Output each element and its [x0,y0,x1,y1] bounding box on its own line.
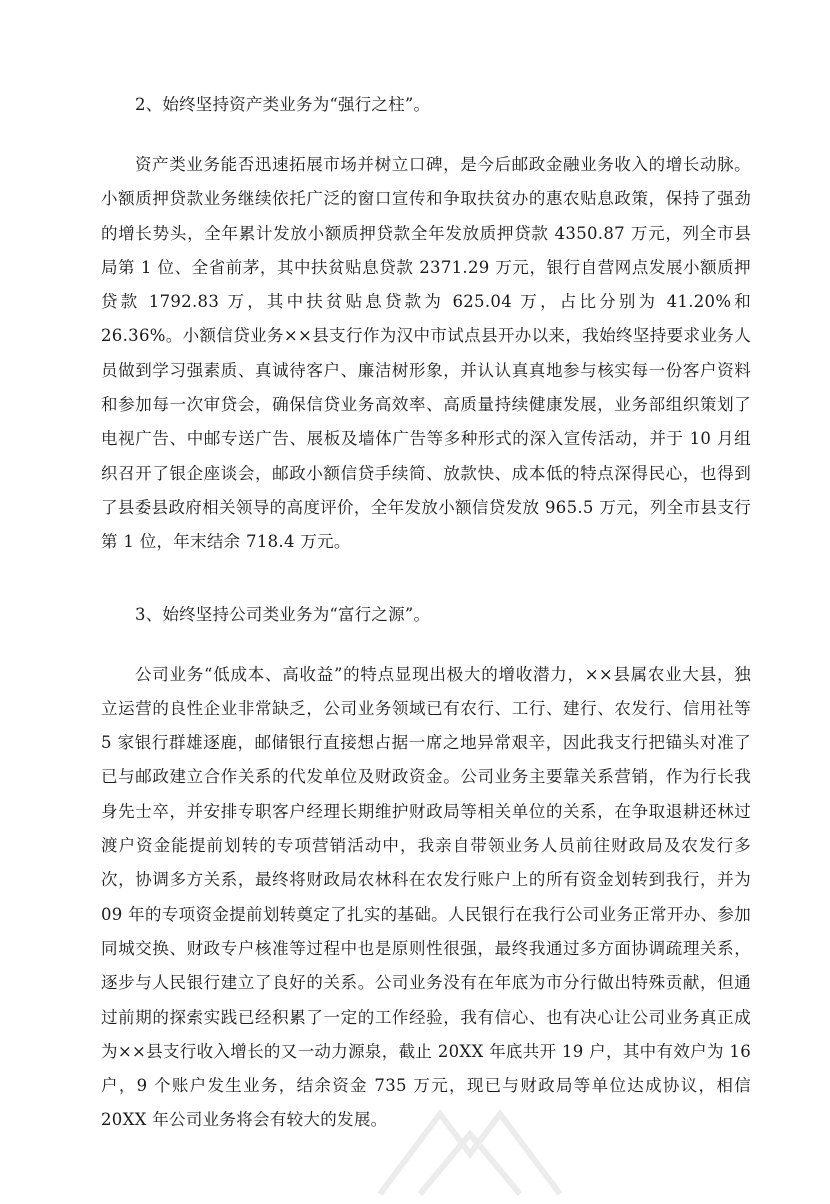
section-heading-3: 3、始终坚持公司类业务为“富行之源”。 [135,604,431,624]
watermark-icon [360,1084,580,1204]
section-paragraph-2: 资产类业务能否迅速拓展市场并树立口碑，是今后邮政金融业务收入的增长动脉。小额质押贷款业务继续依托广泛的窗口宣传和争取扶贫办的惠农贴息政策，保持了强劲的增长势头，全年累计发放小额质押贷款全年发放质押贷款 4350.87 万元，列全市县局第 1 位、全省前茅，其中扶贫贴息贷款 2371.29 万元，银行自营网点发展小额质押贷款 1792.83 万，其中扶贫贴息贷款为 625.04 万，占比分别为 41.20%和 26.36%。小额信贷业务××县支行作为汉中市试点县开办以来，我始终坚持要求业务人员做到学习强素质、真诚待客户、廉洁树形象，并认认真真地参与核实每一份客户资料和参加每一次审贷会，确保信贷业务高效率、高质量持续健康发展，业务部组织策划了电视广告、中邮专送广告、展板及墙体广告等多种形式的深入宣传活动，并于 10 月组织召开了银企座谈会，邮政小额信贷手续简、放款快、成本低的特点深得民心，也得到了县委县政府相关领导的高度评价，全年发放小额信贷发放 965.5 万元，列全市县支行第 1 位，年末结余 718.4 万元。 [101,155,751,552]
section-paragraph-3: 公司业务“低成本、高收益”的特点显现出极大的增收潜力，××县属农业大县，独立运营的良性企业非常缺乏，公司业务领域已有农行、工行、建行、农发行、信用社等 5 家银行群雄逐鹿，邮储银行直接想占据一席之地异常艰辛，因此我支行把锚头对准了已与邮政建立合作关系的代发单位及财政资金。公司业务主要靠关系营销，作为行长我身先士卒，并安排专职客户经理长期维护财政局等相关单位的关系，在争取退耕还林过渡户资金能提前划转的专项营销活动中，我亲自带领业务人员前往财政局及农发行多次，协调多方关系，最终将财政局农林科在农发行账户上的所有资金划转到我行，并为 09 年的专项资金提前划转奠定了扎实的基础。人民银行在我行公司业务正常开办、参加同城交换、财政专户核准等过程中也是原则性很强，最终我通过多方面协调疏理关系，逐步与人民银行建立了良好的关系。公司业务没有在年底为市分行做出特殊贡献，但通过前期的探索实践已经积累了一定的工作经验，我有信心、也有决心让公司业务真正成为××县支行收入增长的又一动力源泉，截止 20XX 年底共开 19 户，其中有效户为 16 户，9 个账户发生业务，结余资金 735 万元，现已与财政局等单位达成协议，相信 20XX 年公司业务将会有较大的发展。 [101,664,751,1130]
document-body [101,88,751,1176]
section-heading-2: 2、始终坚持资产类业务为“强行之柱”。 [135,95,431,114]
